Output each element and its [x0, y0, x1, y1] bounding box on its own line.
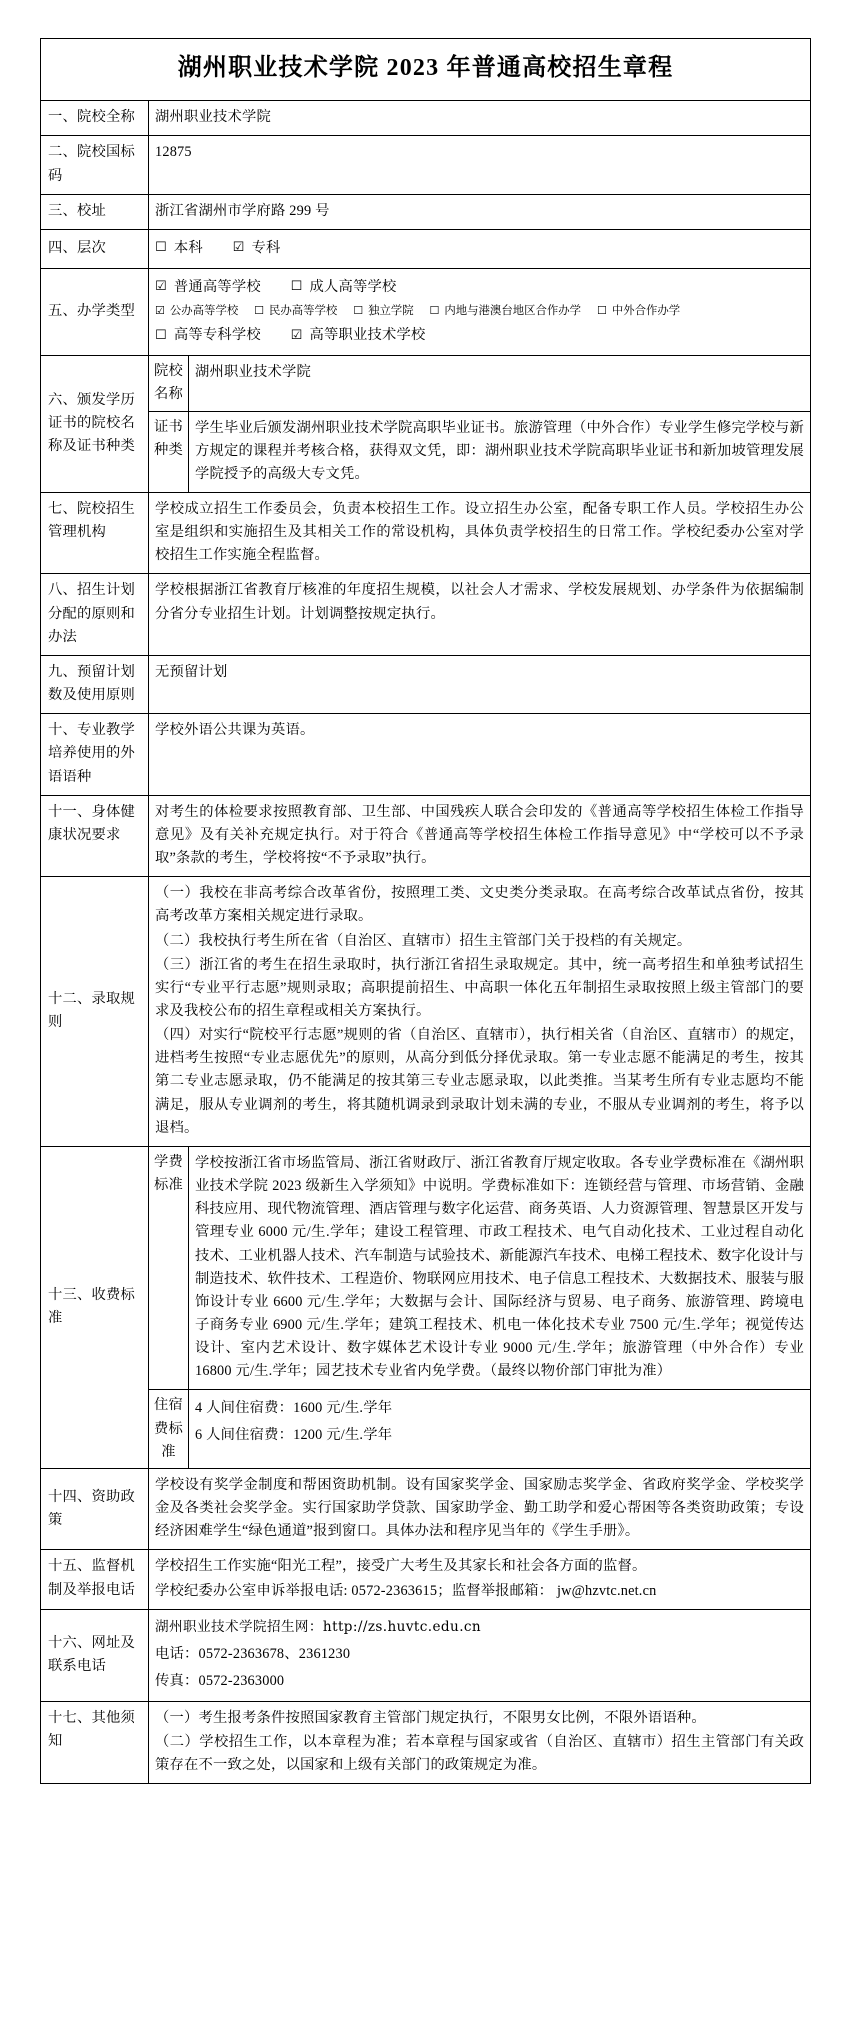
row-label-address: 三、校址: [41, 194, 149, 229]
row-value-admission-rules: [149, 877, 811, 1147]
checkbox-checked-icon: ☑: [290, 327, 303, 343]
checkbox-label: 公办高等学校: [169, 305, 239, 318]
checkbox-group-school-type-row3: [155, 322, 804, 349]
paragraph: （二）学校招生工作，以本章程为准；若本章程与国家或省（自治区、直辖市）招生主管部门有关政策存在不一致之处，以国家和上级有关部门的政策规定为准。: [155, 1734, 805, 1774]
checkbox-unchecked-icon: ☐: [254, 303, 264, 317]
row-value-foreign-language: 学校外语公共课为英语。: [149, 714, 811, 795]
checkbox-label: 中外合作办学: [611, 305, 681, 318]
row-value-certificate-type: [189, 411, 811, 492]
paragraph: 学校招生工作实施“阳光工程”，接受广大考生及其家长和社会各方面的监督。: [155, 1558, 647, 1575]
checkbox-public-higher-school[interactable]: [155, 301, 238, 322]
row-label-health: 十一、身体健康状况要求: [41, 795, 149, 876]
checkbox-label: 专科: [251, 239, 281, 256]
checkbox-checked-icon: ☑: [155, 303, 165, 317]
admissions-website-link[interactable]: 湖州职业技术学院招生网：http://zs.huvtc.edu.cn: [155, 1618, 482, 1635]
row-label-school-type: 五、办学类型: [41, 268, 149, 355]
row-label-supervision: 十五、监督机制及举报电话: [41, 1550, 149, 1609]
table-row-school-code: [41, 136, 811, 194]
paragraph: 学生毕业后颁发湖州职业技术学院高职毕业证书。旅游管理（中外合作）专业学生修完学校与新方规定的课程并考核合格，获得双文凭，即：湖州职业技术学院高职毕业证书和新加坡管理发展学院授予的高级大专文凭。: [195, 419, 805, 482]
dormitory-fee-line: 4 人间住宿费：1600 元/生.学年: [195, 1400, 393, 1417]
row-value-contact: [149, 1609, 811, 1701]
checkbox-independent-college[interactable]: [353, 301, 413, 322]
row-value-certificate-school-name: 湖州职业技术学院: [189, 356, 811, 411]
table-row-other: [41, 1701, 811, 1783]
table-row-tuition: [41, 1146, 811, 1390]
table-row-admission-rules: [41, 877, 811, 1147]
table-row-health: [41, 795, 811, 876]
paragraph: （三）浙江省的考生在招生录取时，执行浙江省招生录取规定。其中，统一高考招生和单独考试招生实行“专业平行志愿”规则录取；高职提前招生、中高职一体化五年制招生录取按照上级主管部门的要求及我校公布的招生章程或相关方案执行。: [155, 956, 805, 1019]
page-title-cell: [41, 39, 811, 101]
checkbox-label: 本科: [173, 239, 203, 256]
table-row-school-name: [41, 101, 811, 136]
sublabel-certificate-school-name: 院校名称: [149, 356, 189, 411]
checkbox-mainland-hmt-cooperation[interactable]: [430, 301, 582, 322]
checkbox-label: 高等专科学校: [173, 327, 261, 344]
row-label-school-code: 二、院校国标码: [41, 136, 149, 194]
table-row-level: [41, 229, 811, 268]
contact-fax-line: 传真：0572-2363000: [155, 1672, 285, 1689]
table-row-reserved-plan: [41, 655, 811, 713]
row-label-certificate: 六、颁发学历证书的院校名称及证书种类: [41, 356, 149, 493]
table-row-certificate-type: [41, 411, 811, 492]
row-value-school-name: 湖州职业技术学院: [149, 101, 811, 136]
checkbox-unchecked-icon: ☐: [429, 303, 440, 317]
paragraph: （一）考生报考条件按照国家教育主管部门规定执行，不限男女比例，不限外语语种。: [155, 1709, 706, 1726]
checkbox-label: 普通高等学校: [173, 278, 261, 295]
table-row-supervision: [41, 1550, 811, 1609]
contact-phone-line: 电话：0572-2363678、2361230: [155, 1645, 351, 1662]
row-value-supervision: [149, 1550, 811, 1609]
checkbox-regular-higher-school[interactable]: [155, 274, 261, 301]
row-value-tuition: [189, 1146, 811, 1390]
paragraph: 学校成立招生工作委员会，负责本校招生工作。设立招生办公室，配备专职工作人员。学校招生办公室是组织和实施招生及其相关工作的常设机构，具体负责学校招生的日常工作。学校纪委办公室对学校招生工作实施全程监督。: [155, 501, 805, 564]
row-value-admin-org: [149, 493, 811, 574]
checkbox-label: 独立学院: [368, 305, 414, 318]
row-label-plan-allocation: 八、招生计划分配的原则和办法: [41, 574, 149, 655]
table-row-foreign-language: [41, 714, 811, 795]
row-label-other: 十七、其他须知: [41, 1701, 149, 1783]
sublabel-tuition-standard: 学费标准: [149, 1146, 189, 1390]
row-label-school-name: 一、院校全称: [41, 101, 149, 136]
row-label-reserved-plan: 九、预留计划数及使用原则: [41, 655, 149, 713]
sublabel-certificate-type: 证书种类: [149, 411, 189, 492]
paragraph: （二）我校执行考生所在省（自治区、直辖市）招生主管部门关于投档的有关规定。: [155, 932, 692, 949]
table-row-contact: [41, 1609, 811, 1701]
row-value-reserved-plan: 无预留计划: [149, 655, 811, 713]
row-label-level: 四、层次: [41, 229, 149, 268]
paragraph: （四）对实行“院校平行志愿”规则的省（自治区、直辖市），执行相关省（自治区、直辖市）的规定，进档考生按照“专业志愿优先”的原则，从高分到低分择优录取。第一专业志愿不能满足的考生，按其第二专业志愿录取，仍不能满足的按其第三专业志愿录取，以此类推。当某考生所有专业志愿均不能满足，服从专业调剂的考生，将其随机调录到录取计划未满的专业，不服从专业调剂的考生，将予以退档。: [155, 1027, 805, 1136]
table-row-plan-allocation: [41, 574, 811, 655]
paragraph: 学校根据浙江省教育厅核准的年度招生规模，以社会人才需求、学校发展规划、办学条件为依据编制分省分专业招生计划。计划调整按规定执行。: [155, 582, 805, 622]
row-value-dormitory: [189, 1390, 811, 1468]
checkbox-group-school-type-row1: [155, 274, 804, 301]
row-label-admin-org: 七、院校招生管理机构: [41, 493, 149, 574]
checkbox-label: 内地与港澳台地区合作办学: [444, 305, 582, 318]
checkbox-level-benke[interactable]: [155, 235, 203, 262]
row-value-school-code: 12875: [149, 136, 811, 194]
row-label-funding: 十四、资助政策: [41, 1468, 149, 1549]
row-value-address: 浙江省湖州市学府路 299 号: [149, 194, 811, 229]
table-row-admin-org: [41, 493, 811, 574]
checkbox-checked-icon: ☑: [232, 240, 245, 256]
row-value-other: [149, 1701, 811, 1783]
supervision-contact-line: 学校纪委办公室申诉举报电话: 0572-2363615；监督举报邮箱： jw@hzvtc.net.cn: [155, 1582, 657, 1599]
checkbox-higher-vocational-technical-school[interactable]: [291, 322, 426, 349]
table-row-funding: [41, 1468, 811, 1549]
row-value-school-type: [149, 268, 811, 355]
checkbox-label: 民办高等学校: [268, 305, 338, 318]
row-label-admission-rules: 十二、录取规则: [41, 877, 149, 1147]
checkbox-label: 成人高等学校: [309, 278, 397, 295]
checkbox-sino-foreign-cooperation[interactable]: [597, 301, 680, 322]
checkbox-unchecked-icon: ☐: [155, 327, 167, 343]
checkbox-label: 高等职业技术学校: [309, 327, 426, 344]
admissions-regulations-table: [40, 38, 811, 1784]
checkbox-higher-specialized-school[interactable]: [155, 322, 261, 349]
table-row-certificate-name: [41, 356, 811, 411]
page-title: 湖州职业技术学院 2023 年普通高校招生章程: [177, 55, 674, 81]
table-row-address: [41, 194, 811, 229]
checkbox-unchecked-icon: ☐: [596, 303, 607, 317]
row-label-contact: 十六、网址及联系电话: [41, 1609, 149, 1701]
paragraph: （一）我校在非高考综合改革省份，按照理工类、文史类分类录取。在高考综合改革试点省份，按其高考改革方案相关规定进行录取。: [155, 885, 805, 925]
checkbox-private-higher-school[interactable]: [254, 301, 337, 322]
paragraph: 对考生的体检要求按照教育部、卫生部、中国残疾人联合会印发的《普通高等学校招生体检工作指导意见》及有关补充规定执行。对于符合《普通高等学校招生体检工作指导意见》中“学校可以不予录取”条款的考生，学校将按“不予录取”执行。: [155, 803, 805, 867]
table-row-title: [41, 39, 811, 101]
paragraph: 学校设有奖学金制度和帮困资助机制。设有国家奖学金、国家励志奖学金、省政府奖学金、学校奖学金及各类社会奖学金。实行国家助学贷款、国家助学金、勤工助学和爱心帮困等各类资助政策；专设经济困难学生“绿色通道”报到窗口。具体办法和程序见当年的《学生手册》。: [155, 1476, 805, 1540]
checkbox-adult-higher-school[interactable]: [291, 274, 397, 301]
checkbox-group-level: [155, 235, 804, 262]
checkbox-unchecked-icon: ☐: [155, 240, 167, 256]
row-value-health: [149, 795, 811, 876]
row-value-plan-allocation: [149, 574, 811, 655]
checkbox-group-school-type-row2: [155, 301, 804, 322]
checkbox-checked-icon: ☑: [155, 279, 167, 295]
table-row-school-type: [41, 268, 811, 355]
sublabel-dormitory-standard: 住宿费标准: [149, 1390, 189, 1468]
row-value-funding: [149, 1468, 811, 1549]
row-label-foreign-language: 十、专业教学培养使用的外语语种: [41, 714, 149, 795]
table-row-dormitory: [41, 1390, 811, 1468]
row-label-fees: 十三、收费标准: [41, 1146, 149, 1468]
dormitory-fee-line: 6 人间住宿费：1200 元/生.学年: [195, 1426, 393, 1443]
checkbox-unchecked-icon: ☐: [353, 303, 364, 317]
row-value-level: [149, 229, 811, 268]
paragraph: 学校按浙江省市场监管局、浙江省财政厅、浙江省教育厅规定收取。各专业学费标准在《湖州职业技术学院 2023 级新生入学须知》中说明。学费标准如下：连锁经营与管理、市场营销、金融科技应用、现代物流管理、酒店管理与数字化运营、商务英语、人力资源管理、智慧景区开发与管理专业 6000 元/生.学年；建设工程管理、市政工程技术、电气自动化技术、工业过程自动化技术、工业机器人技术、汽车制造与试验技术、新能源汽车技术、电梯工程技术、数字化设计与制造技术、软件技术、工程造价、物联网应用技术、电子信息工程技术、大数据技术、服装与服饰设计专业 6600 元/生.学年；大数据与会计、国际经济与贸易、电子商务、旅游管理、跨境电子商务专业 6900 元/生.学年；建筑工程技术、机电一体化技术专业 7500 元/生.学年；视觉传达设计、室内艺术设计、数字媒体艺术设计专业 9000 元/生.学年；旅游管理（中外合作）专业 16800 元/生.学年；园艺技术专业省内免学费。（最终以物价部门审批为准）: [195, 1154, 805, 1380]
checkbox-level-zhuanke[interactable]: [233, 235, 281, 262]
checkbox-unchecked-icon: ☐: [290, 279, 303, 295]
